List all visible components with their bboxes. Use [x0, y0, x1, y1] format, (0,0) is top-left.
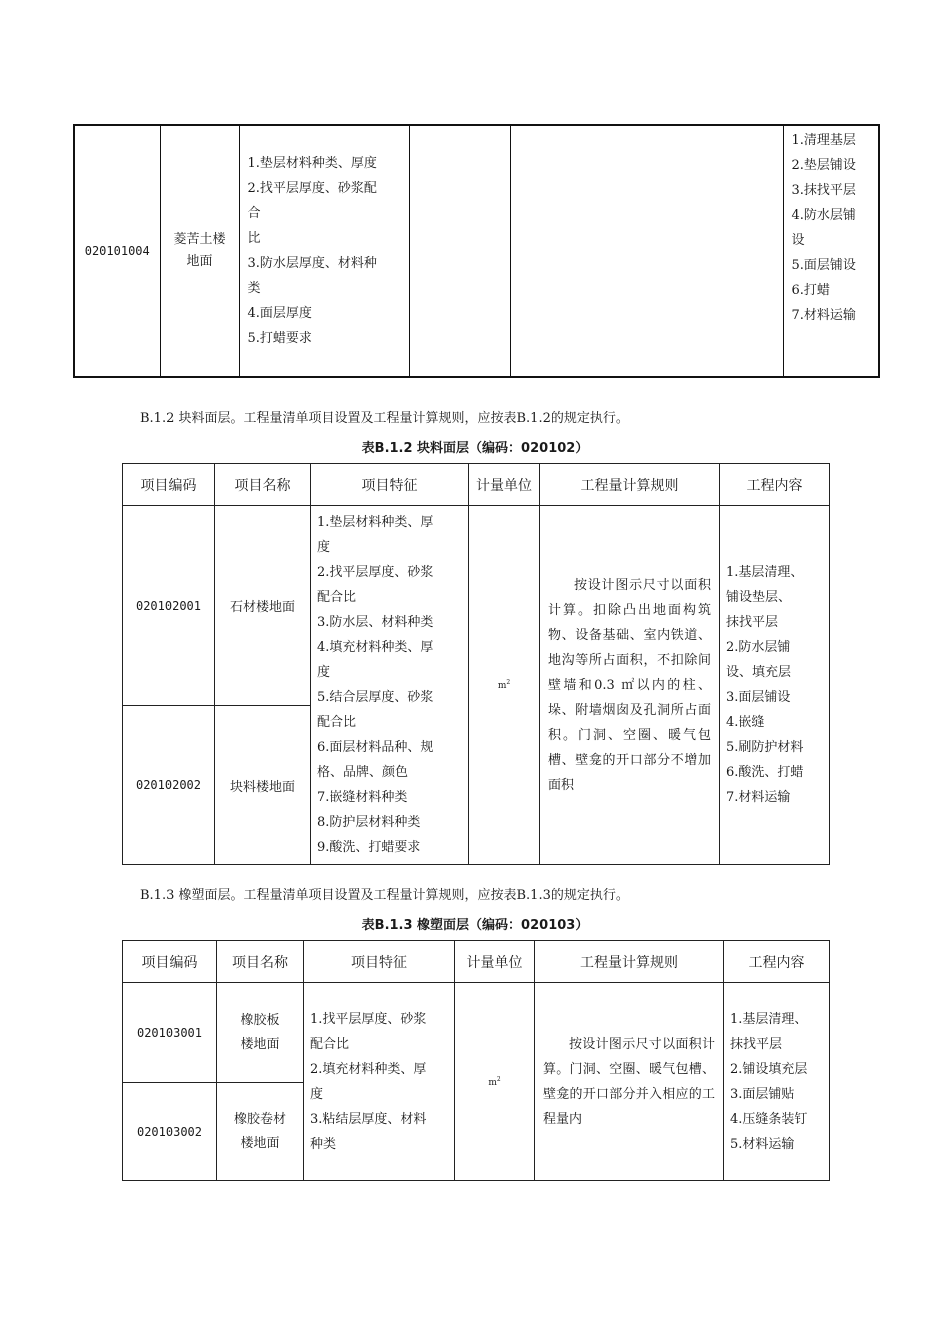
table-row [123, 983, 830, 1083]
unit-superscript: 2 [506, 679, 511, 686]
item-features: 1.垫层材料种类、厚 度 2.找平层厚度、砂浆 配合比 3.防水层、材料种类 4.填充材料种类、厚 度 5.结合层厚度、砂浆 配合比 6.面层材料品种、规 格、品牌、颜色 7.嵌缝材料种类 8.防护层材料种类 9.酸洗、打蜡要求 [311, 506, 469, 865]
item-code: 020103001 [123, 983, 217, 1083]
table-b12 [122, 463, 830, 865]
unit-text: m [488, 1077, 497, 1088]
header-unit: 计量单位 [455, 941, 535, 983]
table-row [123, 506, 830, 706]
continued-table [73, 124, 880, 378]
item-features: 1.垫层材料种类、厚度 2.找平层厚度、砂浆配 合 比 3.防水层厚度、材料种 类 4.面层厚度 5.打蜡要求 [239, 125, 409, 377]
unit-text: m [497, 681, 507, 691]
header-unit: 计量单位 [469, 464, 540, 506]
unit-superscript: 2 [496, 1075, 501, 1083]
header-row [123, 941, 830, 983]
table-b13 [122, 940, 830, 1181]
item-code: 020101004 [74, 125, 160, 377]
item-rule: 按设计图示尺寸以面积计算。扣除凸出地面构筑物、设备基础、室内铁道、地沟等所占面积，不扣除间壁墙和0.3 ㎡以内的柱、垛、附墙烟囱及孔洞所占面积。门洞、空圈、暖气包槽、壁龛的开口部分不增加面积 [540, 506, 720, 865]
header-features: 项目特征 [311, 464, 469, 506]
item-unit [455, 983, 535, 1181]
item-name: 橡胶板 楼地面 [217, 983, 304, 1083]
caption-b13: 表B.1.3 橡塑面层（编码：020103） [361, 918, 589, 933]
paragraph-b12: B.1.2 块料面层。工程量清单项目设置及工程量计算规则，应按表B.1.2的规定执行。 [140, 411, 629, 426]
item-content: 1.基层清理、 铺设垫层、 抹找平层 2.防水层铺 设、填充层 3.面层铺设 4.嵌缝 5.刷防护材料 6.酸洗、打蜡 7.材料运输 [720, 506, 830, 865]
item-code: 020102002 [123, 706, 215, 865]
header-features: 项目特征 [304, 941, 455, 983]
item-content: 1.基层清理、 抹找平层 2.铺设填充层 3.面层铺贴 4.压缝条装钉 5.材料运输 [724, 983, 830, 1181]
item-rule [510, 125, 783, 377]
item-features: 1.找平层厚度、砂浆 配合比 2.填充材料种类、厚 度 3.粘结层厚度、材料 种类 [304, 983, 455, 1181]
paragraph-b13: B.1.3 橡塑面层。工程量清单项目设置及工程量计算规则，应按表B.1.3的规定执行。 [140, 888, 629, 903]
item-content: 1.清理基层 2.垫层铺设 3.抹找平层 4.防水层铺 设 5.面层铺设 6.打蜡 7.材料运输 [783, 125, 879, 377]
header-code: 项目编码 [123, 464, 215, 506]
header-rule: 工程量计算规则 [540, 464, 720, 506]
item-name: 块料楼地面 [215, 706, 311, 865]
header-rule: 工程量计算规则 [535, 941, 724, 983]
item-unit [469, 506, 540, 865]
header-name: 项目名称 [217, 941, 304, 983]
item-code: 020103002 [123, 1083, 217, 1181]
item-rule: 按设计图示尺寸以面积计算。门洞、空圈、暖气包槽、壁龛的开口部分并入相应的工程量内 [535, 983, 724, 1181]
item-name: 橡胶卷材 楼地面 [217, 1083, 304, 1181]
caption-b12: 表B.1.2 块料面层（编码：020102） [361, 441, 589, 456]
item-code: 020102001 [123, 506, 215, 706]
item-name: 菱苦土楼 地面 [160, 125, 239, 377]
header-name: 项目名称 [215, 464, 311, 506]
header-row [123, 464, 830, 506]
header-code: 项目编码 [123, 941, 217, 983]
item-name: 石材楼地面 [215, 506, 311, 706]
header-content: 工程内容 [724, 941, 830, 983]
header-content: 工程内容 [720, 464, 830, 506]
item-unit [409, 125, 510, 377]
